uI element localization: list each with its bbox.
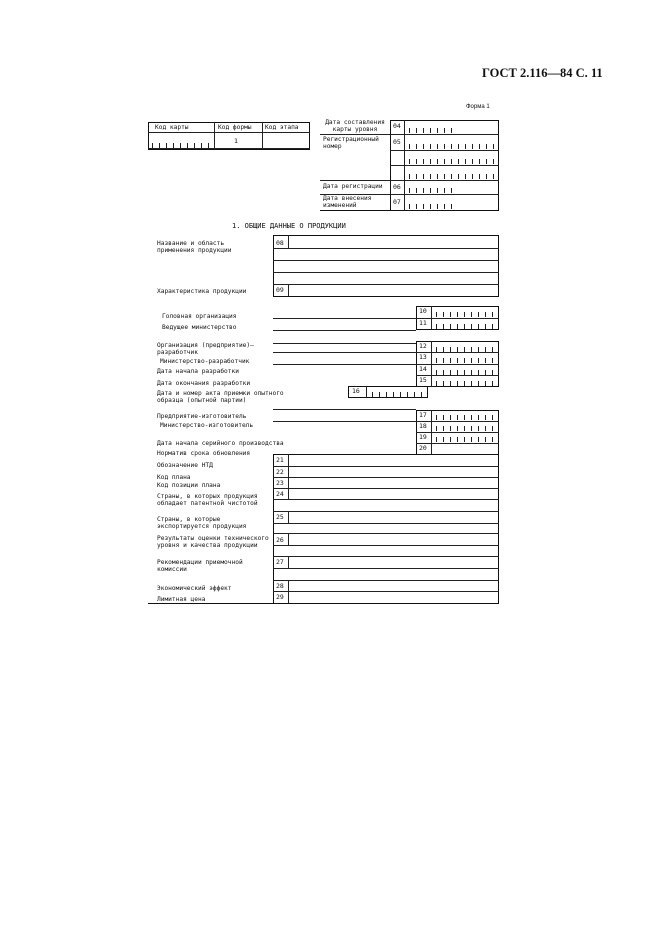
field-12-cells[interactable] (436, 347, 493, 352)
characteristic-label: Характеристика продукции (157, 288, 247, 295)
field-19-number: 19 (419, 433, 427, 441)
section-title: 1. ОБЩИЕ ДАННЫЕ О ПРОДУКЦИИ (232, 222, 346, 230)
registration-number-label: Регистрационный номер (323, 136, 379, 150)
field-15-number: 15 (419, 376, 427, 384)
field-21-number: 21 (276, 456, 284, 464)
field-11-cells[interactable] (436, 324, 493, 329)
field-07-number: 07 (393, 198, 401, 206)
field-27-number: 27 (276, 558, 284, 566)
field-14-cells[interactable] (436, 370, 493, 375)
evaluation-label: Результаты оценки технического уровня и качества продукции (157, 535, 269, 549)
dev-end-label: Дата окончания разработки (157, 380, 251, 387)
field-11-number: 11 (419, 319, 427, 327)
field-25-number: 25 (276, 513, 284, 521)
developer-org-label: Организация (предприятие)–разработчик (157, 342, 254, 356)
patent-label: Страны, в которых продукция обладает патентной чистотой (157, 493, 258, 507)
standard-header: ГОСТ 2.116—84 С. 11 (482, 66, 603, 80)
form-label: Форма 1 (466, 104, 490, 110)
card-date-cells[interactable] (409, 128, 452, 133)
field-17-number: 17 (419, 411, 427, 419)
plan-code-label: Код плана (157, 474, 191, 481)
price-label: Лимитная цена (157, 596, 206, 603)
field-13-number: 13 (419, 353, 427, 361)
field-18-cells[interactable] (436, 426, 493, 431)
registration-date-label: Дата регистрации (323, 183, 383, 190)
field-17-cells[interactable] (436, 415, 493, 420)
ntd-label: Обозначение НТД (157, 462, 213, 469)
update-period-label: Норматив срока обновления (157, 450, 251, 457)
field-10-cells[interactable] (436, 312, 493, 317)
stage-code-header: Код этапа (265, 124, 299, 131)
form-code-value: 1 (234, 137, 238, 145)
commission-label: Рекомендации приемочной комиссии (157, 559, 243, 573)
changes-date-cells[interactable] (409, 204, 452, 209)
reg-date-cells[interactable] (409, 188, 452, 193)
field-08-number: 08 (276, 239, 284, 247)
card-date-label: Дата составления карты уровня (325, 119, 385, 133)
serial-start-label: Дата начала серийного производства (157, 440, 284, 447)
field-24-number: 24 (276, 490, 284, 498)
changes-date-label: Дата внесения изменений (323, 195, 372, 209)
field-28-number: 28 (276, 582, 284, 590)
leading-ministry-label: Ведущее министерство (162, 324, 237, 331)
acceptance-label: Дата и номер акта приемки опытного образца (опытной партии) (157, 390, 284, 404)
head-org-label: Головная организация (162, 313, 237, 320)
field-16-cells[interactable] (372, 392, 422, 397)
manufacturer-label: Предприятие-изготовитель (157, 413, 247, 420)
field-19-cells[interactable] (436, 437, 493, 442)
card-code-header: Код карты (155, 124, 189, 131)
field-09-number: 09 (276, 286, 284, 294)
field-12-number: 12 (419, 342, 427, 350)
field-26-number: 26 (276, 536, 284, 544)
reg-number-cells-2[interactable] (409, 159, 494, 164)
field-29-number: 29 (276, 593, 284, 601)
field-22-number: 22 (276, 468, 284, 476)
field-20-number: 20 (419, 444, 427, 452)
field-16-number: 16 (352, 387, 360, 395)
field-18-number: 18 (419, 422, 427, 430)
field-05-number: 05 (393, 138, 401, 146)
dev-start-label: Дата начала разработки (157, 368, 239, 375)
manufacturer-ministry-label: Министерство-изготовитель (160, 422, 254, 429)
field-15-cells[interactable] (436, 381, 493, 386)
field-06-number: 06 (393, 183, 401, 191)
export-label: Страны, в которые экспортируется продукция (157, 516, 247, 530)
plan-position-label: Код позиции плана (157, 482, 221, 489)
field-23-number: 23 (276, 479, 284, 487)
field-10-number: 10 (419, 307, 427, 315)
developer-ministry-label: Министерство-разработчик (160, 358, 250, 365)
form-code-header: Код формы (218, 124, 252, 131)
reg-number-cells-1[interactable] (409, 144, 494, 149)
name-area-label: Название и область применения продукции (157, 240, 232, 254)
economic-label: Экономический эффект (157, 585, 232, 592)
field-13-cells[interactable] (436, 358, 493, 363)
reg-number-cells-3[interactable] (409, 174, 494, 179)
field-14-number: 14 (419, 365, 427, 373)
field-04-number: 04 (393, 122, 401, 130)
